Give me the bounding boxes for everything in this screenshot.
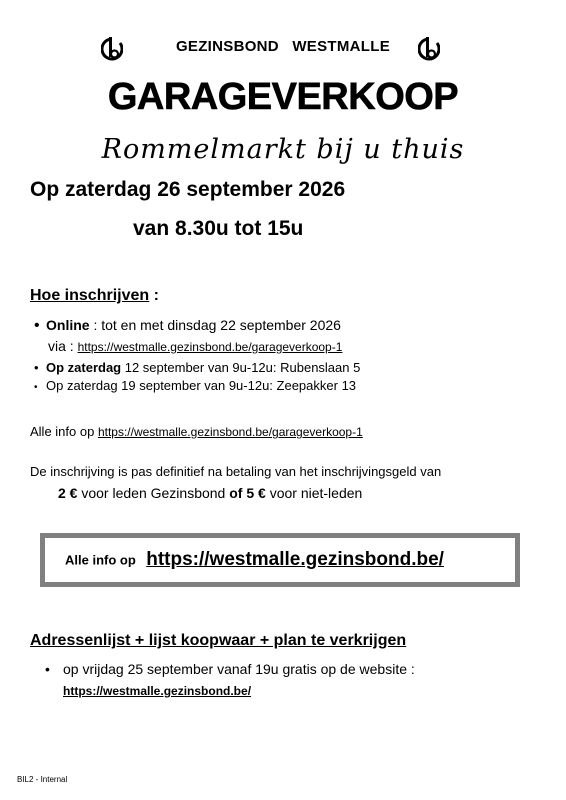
event-date: Op zaterdag 26 september 2026: [30, 178, 346, 201]
event-time: van 8.30u tot 15u: [133, 217, 304, 240]
page-title: GARAGEVERKOOP: [107, 76, 459, 118]
fee-line-2: 2 € voor leden Gezinsbond of 5 € voor niet-leden: [58, 485, 363, 501]
fee-line-1: De inschrijving is pas definitief na betaling van het inschrijvingsgeld van: [30, 464, 442, 479]
info-box-link[interactable]: https://westmalle.gezinsbond.be/: [146, 549, 444, 570]
address-list-link[interactable]: https://westmalle.gezinsbond.be/: [63, 684, 252, 698]
registration-item-online: • Online : tot en met dinsdag 22 september 2026: [34, 317, 341, 334]
info-box-label: Alle info op: [65, 552, 136, 568]
registration-via: via : https://westmalle.gezinsbond.be/garageverkoop-1: [48, 338, 343, 354]
info-line: Alle info op https://westmalle.gezinsbond.be/garageverkoop-1: [30, 424, 363, 439]
registration-item-saturday-19: • Op zaterdag 19 september van 9u-12u: Zeepakker 13: [34, 378, 357, 393]
info-box: [40, 533, 520, 587]
info-link[interactable]: https://westmalle.gezinsbond.be/garageverkoop-1: [97, 425, 363, 439]
address-list-item: • op vrijdag 25 september vanaf 19u gratis op de website :: [45, 661, 415, 677]
footer-classification: BIL2 - Internal: [17, 775, 68, 784]
page-subtitle: Rommelmarkt bij u thuis: [101, 134, 465, 165]
registration-item-saturday-12: • Op zaterdag 12 september van 9u-12u: Rubenslaan 5: [34, 360, 361, 375]
registration-heading: Hoe inschrijven :: [30, 287, 159, 304]
organization-name: GEZINSBOND WESTMALLE: [175, 38, 391, 55]
address-list-heading: Adressenlijst + lijst koopwaar + plan te verkrijgen: [30, 632, 407, 649]
registration-link[interactable]: https://westmalle.gezinsbond.be/garageverkoop-1: [77, 340, 343, 354]
